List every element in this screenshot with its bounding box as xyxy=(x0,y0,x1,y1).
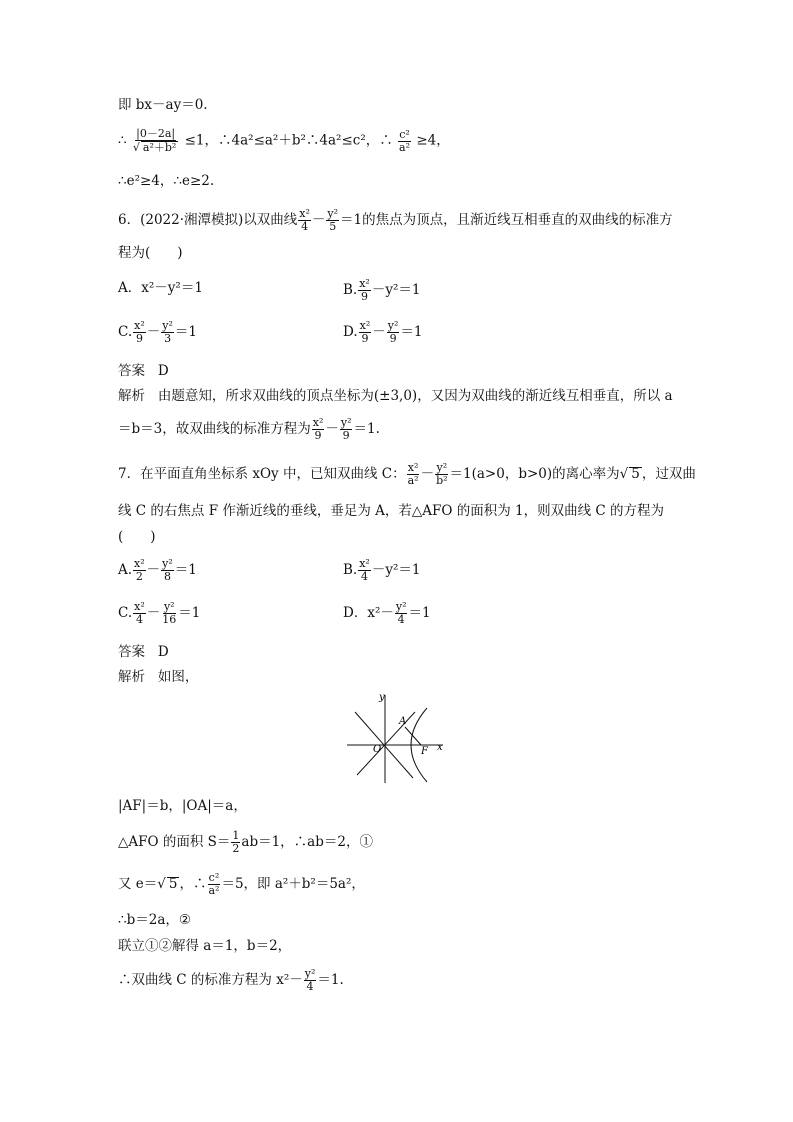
q6-answer: 答案 D xyxy=(118,363,169,379)
asymptote-1 xyxy=(357,712,415,775)
label-o: O xyxy=(373,744,382,755)
prev-line-1: 即 bx－ay＝0. xyxy=(118,97,208,113)
q7-stem-line2: 线 C 的右焦点 F 作渐近线的垂线，垂足为 A，若△AFO 的面积为 1，则双曲线 C 的方程为 xyxy=(118,503,665,519)
q6-option-b: B. $\frac{\text{x²}}{9}$ －y²＝1 xyxy=(343,277,421,303)
hyperbola-figure xyxy=(345,690,450,785)
q6-solution-line1: 解析 由题意知，所求双曲线的顶点坐标为(±3,0)，又因为双曲线的渐近线互相垂直，所以 a xyxy=(118,388,673,404)
q6-option-c: C. $\frac{\text{x²}}{9}$ － $\frac{\text{y²}}{3}$ ＝1 xyxy=(118,319,197,345)
q7-solution-step1: |AF|＝b，|OA|＝a， xyxy=(118,798,247,814)
q7-solution-step5: 联立①②解得 a＝1，b＝2， xyxy=(118,938,292,954)
q6-solution-line2: ＝b＝3，故双曲线的标准方程为 $\frac{\text{x²}}{9}$ － $\frac{\text{y²}}{9}$ ＝1. xyxy=(118,416,380,442)
q6-option-d: D. $\frac{\text{x²}}{9}$ － $\frac{\text{y²}}{9}$ ＝1 xyxy=(343,319,423,345)
prev-line-2: ∴ $\frac{|0-2a|}{\text{√ a²＋b²}}$ ≤1，∴4a²≤a²＋b²∴4a²≤c²，∴ $\frac{\text{c²}}{\text{a²}}$ ≥4， xyxy=(118,127,450,154)
q7-option-c: C. $\frac{\text{x²}}{4}$ － $\frac{\text{y²}}{16}$ ＝1 xyxy=(118,600,201,626)
q7-option-a: A. $\frac{\text{x²}}{2}$ － $\frac{\text{y²}}{8}$ ＝1 xyxy=(118,557,197,583)
label-f: F xyxy=(421,746,428,757)
q7-stem-line3: ( ) xyxy=(118,529,156,545)
perpendicular-af xyxy=(405,727,421,745)
q7-option-d: D．x²－ $\frac{\text{y²}}{4}$ ＝1 xyxy=(343,600,431,626)
q7-solution-step6: ∴双曲线 C 的标准方程为 x²－ $\frac{\text{y²}}{4}$ ＝1. xyxy=(118,967,344,993)
q7-solution-step3: 又 e＝√ 5 ，∴ $\frac{\text{c²}}{\text{a²}}$ ＝5，即 a²＋b²＝5a²， xyxy=(118,871,365,897)
prev-line-3: ∴e²≥4，∴e≥2. xyxy=(118,173,215,189)
q7-solution-step4: ∴b＝2a，② xyxy=(118,912,191,928)
q6-stem-line2: 程为( ) xyxy=(118,245,183,261)
q7-answer: 答案 D xyxy=(118,644,169,660)
q7-solution-step2: △AFO 的面积 S＝ $\frac{1}{2}$ ab＝1，∴ab＝2，① xyxy=(118,829,373,855)
q7-stem: 7．在平面直角坐标系 xOy 中，已知双曲线 C： $\frac{\text{x²}}{\text{a²}}$ － $\frac{\text{y²}}{\text{b²}}$ ＝1(a>0，b>0)的离心率为√ 5 ，过双曲 xyxy=(118,461,696,487)
q6-stem: 6．(2022·湘潭模拟)以双曲线 $\frac{\text{x²}}{4}$ － $\frac{\text{y²}}{5}$ ＝1的焦点为顶点，且渐近线互相垂直的双曲线的标准方 xyxy=(118,207,673,233)
label-a: A xyxy=(399,716,407,727)
q6-option-a: A．x²－y²＝1 xyxy=(118,280,203,296)
q7-solution-intro: 解析 如图， xyxy=(118,669,199,685)
label-x: x xyxy=(437,742,443,753)
label-y: y xyxy=(379,692,385,703)
q7-option-b: B. $\frac{\text{x²}}{4}$ －y²＝1 xyxy=(343,557,421,583)
